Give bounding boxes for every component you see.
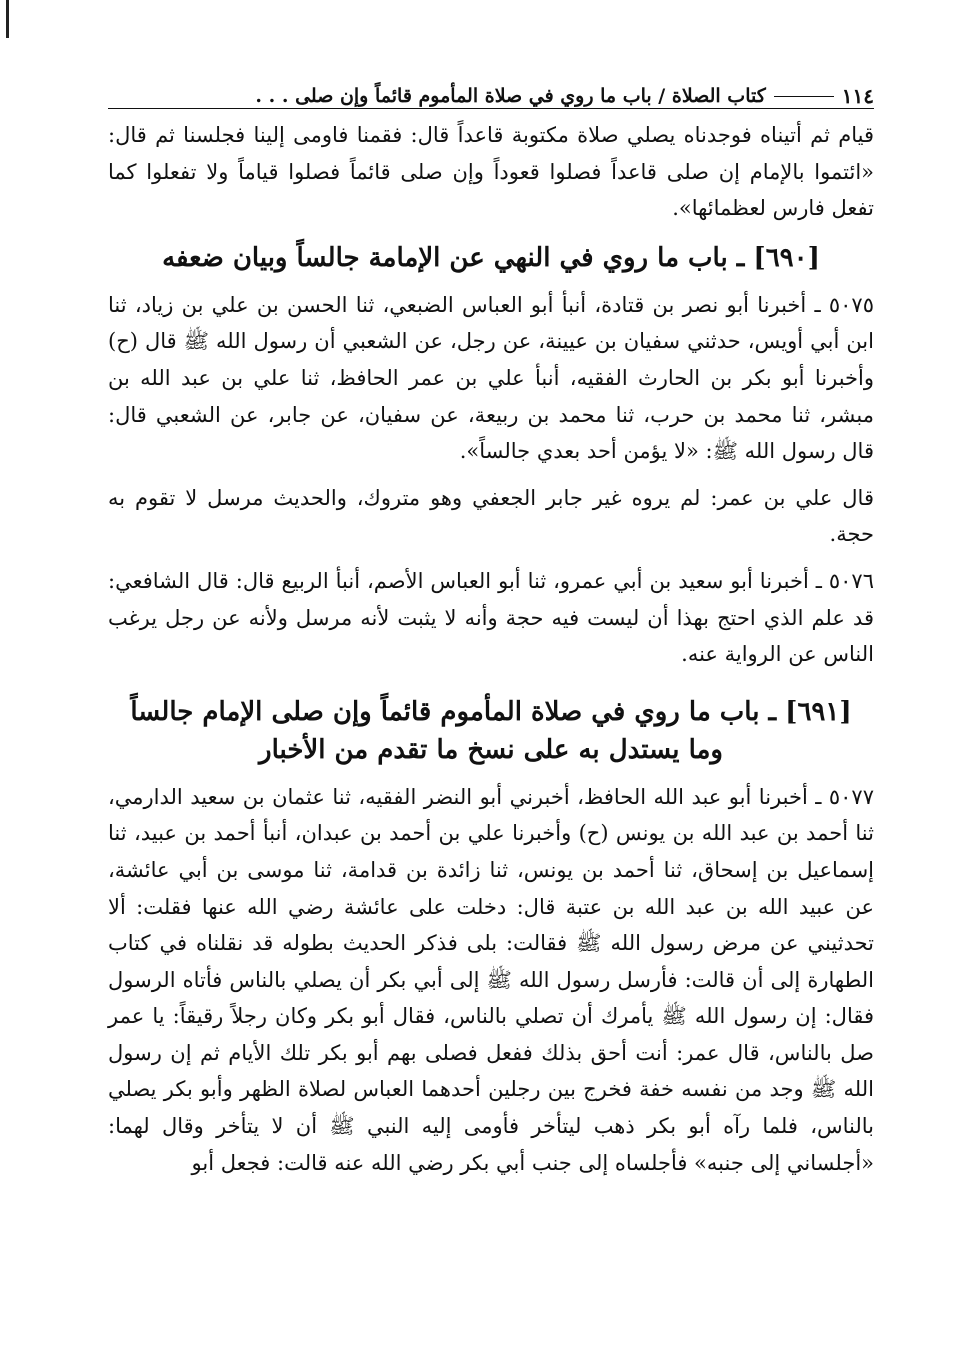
header-rule-short <box>774 96 834 97</box>
header-title: كتاب الصلاة / باب ما روي في صلاة المأموم قائماً وإن صلى . . . <box>255 85 766 107</box>
chapter-title-691-line2: وما يستدل به على نسخ ما تقدم من الأخبار <box>259 734 723 765</box>
intro-paragraph: قيام ثم أتيناه فوجدناه يصلي صلاة مكتوبة قاعداً قال: فقمنا فاومى إلينا فجلسنا ثم قال: «ائتموا بالإمام إن صلى قاعداً فصلوا قعوداً وإن صلى قائماً فصلوا قياماً ولا تفعلوا كما تفعل فارس لعظمائها». <box>108 123 874 221</box>
hadith-5076: ٥٠٧٦ ـ أخبرنا أبو سعيد بن أبي عمرو، ثنا أبو العباس الأصم، أنبأ الربيع قال: قال الشافعي: قد علم الذي احتج بهذا أن ليست فيه حجة وأنه لا يثبت لأنه مرسل ولأنه عن رجل يرغب الناس عن الرواية عنه. <box>108 568 874 667</box>
header-title-group <box>255 84 874 108</box>
chapter-title-691-line1: [٦٩١] ـ باب ما روي في صلاة المأموم قائماً وإن صلى الإمام جالساً <box>130 696 852 727</box>
page-number: ١١٤ <box>841 84 874 108</box>
header-underline <box>108 108 874 109</box>
chapter-title-690: [٦٩٠] ـ باب ما روي في النهي عن الإمامة جالساً وبيان ضعفه <box>162 242 820 273</box>
chapter-heading-690 <box>108 239 874 277</box>
hadith-5075: ٥٠٧٥ ـ أخبرنا أبو نصر بن قتادة، أنبأ أبو العباس الضبعي، ثنا الحسن بن علي بن زياد، ثنا ابن أبي أويس، حدثني سفيان بن عيينة، عن رجل، عن الشعبي أن رسول الله ﷺ قال (ح) وأخبرنا أبو بكر بن الحارث الفقيه، أنبأ علي بن عمر الحافظ، ثنا علي بن عبد الله بن مبشر، ثنا محمد بن حرب، ثنا محمد بن ربيعة، عن سفيان، عن جابر، عن الشعبي قال: قال رسول الله ﷺ: «لا يؤمن أحد بعدي جالساً». <box>108 292 874 464</box>
chapter-heading-691 <box>108 693 874 769</box>
hadith-5077: ٥٠٧٧ ـ أخبرنا أبو عبد الله الحافظ، أخبرني أبو النضر الفقيه، ثنا عثمان بن سعيد الدارمي، ثنا أحمد بن عبد الله بن يونس (ح) وأخبرنا علي بن أحمد بن عبدان، أنبأ أحمد بن عبيد، ثنا إسماعيل بن إسحاق، ثنا أحمد بن يونس، ثنا زائدة بن قدامة، ثنا موسى بن أبي عائشة، عن عبيد الله بن عبد الله بن عتبة قال: دخلت على عائشة رضي الله عنها فقلت: ألا تحدثيني عن مرض رسول الله ﷺ فقالت: بلى فذكر الحديث بطوله قد نقلناه في كتاب الطهارة إلى أن قالت: فأرسل رسول الله ﷺ إلى أبي بكر أن يصلي بالناس فأتاه الرسول فقال: إن رسول الله ﷺ يأمرك أن تصلي بالناس، فقال أبو بكر وكان رجلاً رقيقاً: يا عمر صل بالناس، قال عمر: أنت أحق بذلك ففعل فصلى بهم أبو بكر تلك الأيام ثم إن رسول الله ﷺ وجد من نفسه خفة فخرج بين رجلين أحدهما العباس لصلاة الظهر وأبو بكر يصلي بالناس، فلما رآه أبو بكر ذهب ليتأخر فأومى إليه النبي ﷺ أن لا يتأخر وقال لهما: «أجلساني إلى جنبه» فأجلساه إلى جنب أبي بكر رضي الله عنه قالت: فجعل أبو <box>108 784 874 1175</box>
page-edge-mark <box>6 0 9 38</box>
book-page <box>108 78 874 1181</box>
comment-paragraph: قال علي بن عمر: لم يروه غير جابر الجعفي وهو متروك، والحديث مرسل لا تقوم به حجة. <box>108 485 874 547</box>
